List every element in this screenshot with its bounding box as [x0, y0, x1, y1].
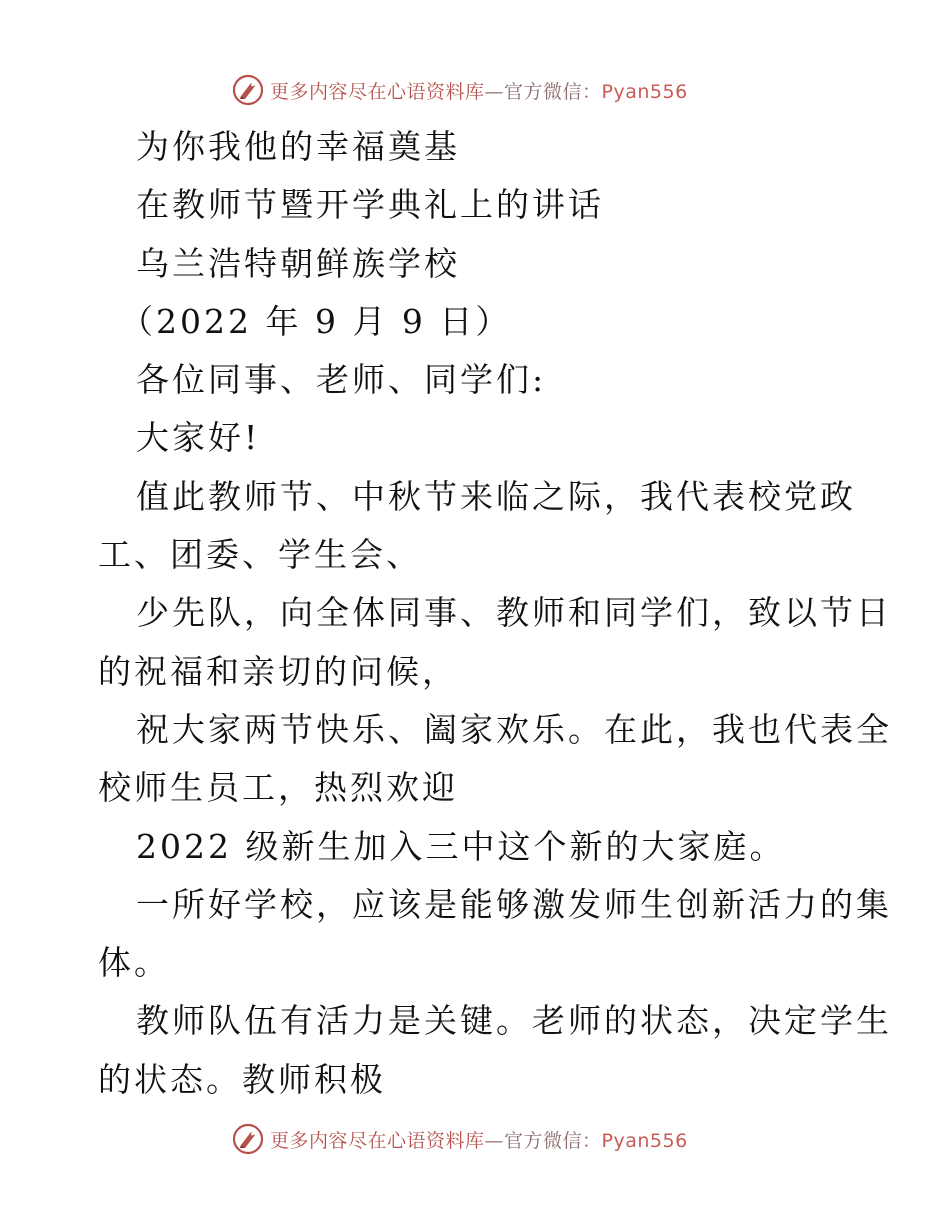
pen-nib-logo-icon — [232, 1123, 264, 1155]
speech-title: 为你我他的幸福奠基 — [136, 127, 460, 166]
paragraph-line: 祝大家两节快乐、阖家欢乐。在此，我也代表全 — [136, 709, 892, 749]
banner-wechat-id: Pyan556 — [601, 1129, 688, 1152]
paragraph-line: 教师队伍有活力是关键。老师的状态，决定学生 — [136, 1001, 892, 1041]
paragraph-line: 2022 级新生加入三中这个新的大家庭。 — [136, 826, 786, 866]
banner-dash: — — [484, 80, 505, 103]
banner-dash: — — [484, 1129, 505, 1152]
paragraph-line: 的祝福和亲切的问候， — [98, 651, 458, 691]
paragraph-line: 体。 — [98, 943, 170, 983]
pen-nib-logo-icon — [232, 74, 264, 106]
paragraph-line: 值此教师节、中秋节来临之际，我代表校党政 — [136, 476, 856, 516]
banner-text — [270, 77, 688, 104]
banner-wechat-id: Pyan556 — [601, 80, 688, 103]
paragraph-line: 少先队，向全体同事、教师和同学们，致以节日 — [136, 593, 892, 633]
banner-official-label: 官方微信： — [504, 80, 602, 103]
speech-subtitle: 在教师节暨开学典礼上的讲话 — [136, 185, 604, 225]
banner-main-text: 更多内容尽在心语资料库 — [270, 80, 485, 103]
paragraph-line: 工、团委、学生会、 — [98, 535, 422, 575]
header-banner — [232, 73, 688, 107]
banner-official-label: 官方微信： — [504, 1129, 602, 1152]
greeting: 大家好! — [136, 418, 261, 458]
footer-banner — [232, 1122, 688, 1156]
banner-text — [270, 1126, 688, 1153]
school-name: 乌兰浩特朝鲜族学校 — [136, 243, 460, 283]
paragraph-line: 一所好学校，应该是能够激发师生创新活力的集 — [136, 884, 892, 924]
speech-date: （2022 年 9 月 9 日） — [120, 301, 512, 341]
document-body — [98, 118, 892, 1109]
banner-main-text: 更多内容尽在心语资料库 — [270, 1129, 485, 1152]
paragraph-line: 校师生员工，热烈欢迎 — [98, 768, 458, 808]
salutation: 各位同事、老师、同学们: — [136, 360, 547, 400]
paragraph-line: 的状态。教师积极 — [98, 1059, 386, 1099]
